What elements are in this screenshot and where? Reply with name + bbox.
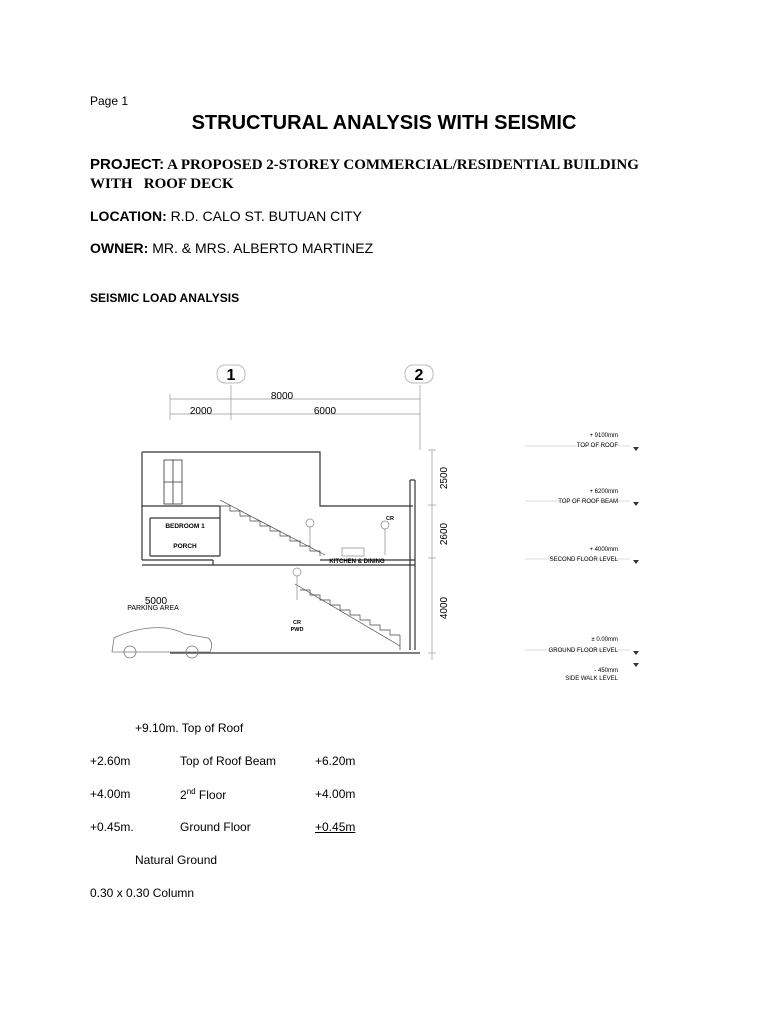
- row3-col2: [180, 787, 226, 802]
- row-natural-ground: Natural Ground: [135, 853, 218, 867]
- label-bedroom: BEDROOM 1: [165, 523, 205, 530]
- dim-2500: 2500: [439, 466, 450, 490]
- page-title: STRUCTURAL ANALYSIS WITH SEISMIC: [191, 112, 577, 134]
- dim-total: 8000: [270, 391, 294, 402]
- project-line: [90, 155, 690, 194]
- vertical-dimension: [428, 450, 436, 660]
- level-elev: ± 0.00mm: [591, 637, 618, 643]
- owner-label: OWNER:: [90, 240, 149, 256]
- location-label: LOCATION:: [90, 208, 167, 224]
- level-elev: + 6200mm: [589, 489, 618, 495]
- level-name: TOP OF ROOF BEAM: [558, 499, 618, 505]
- level-arrow-icons: [633, 447, 639, 667]
- row-top-of-roof: +9.10m. Top of Roof: [135, 721, 244, 735]
- level-elev: + 9100mm: [589, 433, 618, 439]
- level-elev: + 4000mm: [589, 547, 618, 553]
- level-name: SIDE WALK LEVEL: [565, 676, 618, 682]
- row2-col3: +6.20m: [315, 754, 356, 768]
- label-kitchen: KITCHEN & DINING: [329, 559, 385, 565]
- parking-label: PARKING AREA: [127, 605, 179, 612]
- dim-left: 2000: [189, 406, 213, 417]
- level-name: GROUND FLOOR LEVEL: [548, 648, 618, 654]
- section-title: SEISMIC LOAD ANALYSIS: [90, 291, 240, 305]
- row3-col3: +4.00m: [315, 787, 356, 801]
- label-cr-pwd-1: CR: [293, 620, 301, 626]
- stairs: [220, 500, 400, 650]
- floor-word: Floor: [195, 788, 227, 802]
- page-number: Page 1: [90, 94, 129, 108]
- building-outline: [142, 452, 420, 653]
- location-line: [90, 208, 362, 224]
- building-section-drawing: [110, 360, 700, 690]
- owner-value: MR. & MRS. ALBERTO MARTINEZ: [152, 240, 374, 256]
- project-value-line1: A PROPOSED 2-STOREY COMMERCIAL/RESIDENTIAL BUILDING: [167, 157, 639, 173]
- row4-col1: +0.45m.: [90, 820, 134, 834]
- dimension-lines: [170, 385, 420, 450]
- label-cr: CR: [386, 516, 394, 522]
- label-cr-pwd-2: PWD: [290, 627, 304, 633]
- project-label: PROJECT:: [90, 156, 165, 173]
- project-value-line2: WITH ROOF DECK: [90, 176, 234, 192]
- row-column-size: 0.30 x 0.30 Column: [90, 886, 195, 900]
- row3-col1: +4.00m: [90, 787, 131, 801]
- location-value: R.D. CALO ST. BUTUAN CITY: [170, 208, 362, 224]
- row4: [90, 820, 362, 834]
- row4-col2: Ground Floor: [180, 820, 251, 834]
- grid-label-2: 2: [414, 367, 424, 384]
- level-name: TOP OF ROOF: [576, 443, 618, 449]
- level-elev: - 450mm: [594, 668, 618, 674]
- parking-dim: 5000: [144, 596, 168, 607]
- level-labels: [549, 433, 619, 682]
- dim-right: 6000: [313, 406, 337, 417]
- dim-4000: 4000: [439, 596, 450, 620]
- floor-suffix: nd: [186, 787, 196, 796]
- owner-line: [90, 240, 373, 256]
- level-name: SECOND FLOOR LEVEL: [549, 557, 618, 563]
- row2-col1: +2.60m: [90, 754, 131, 768]
- floor-number: 2: [180, 788, 187, 802]
- row4-col3: +0.45m: [315, 820, 356, 834]
- row2-col2: Top of Roof Beam: [180, 754, 277, 768]
- door-symbol: [164, 460, 182, 504]
- dim-2600: 2600: [439, 522, 450, 546]
- grid-label-1: 1: [226, 367, 236, 384]
- label-porch: PORCH: [173, 543, 197, 550]
